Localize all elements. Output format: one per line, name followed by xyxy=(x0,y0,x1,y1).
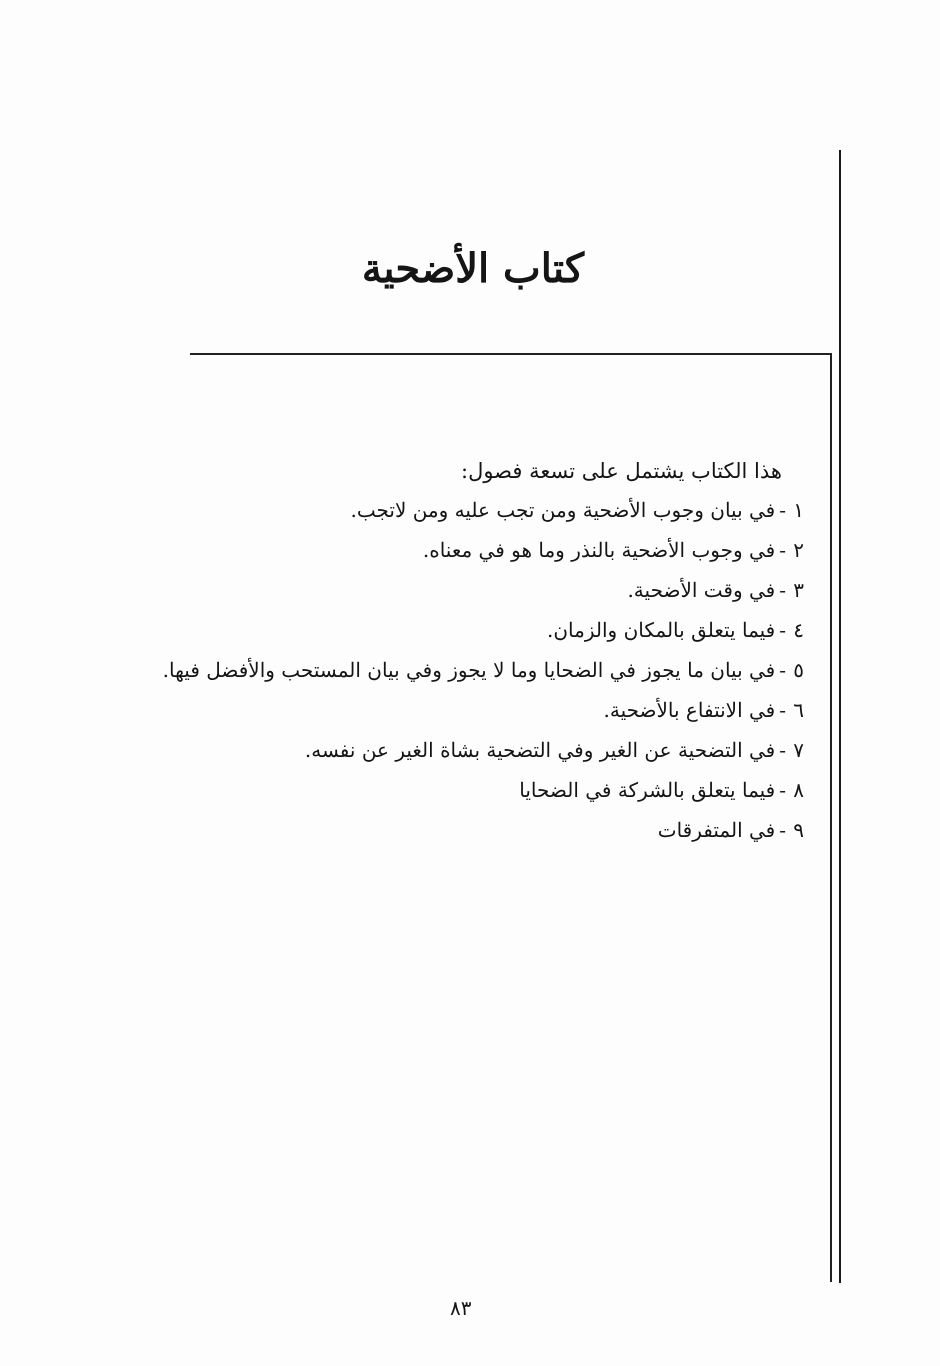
chapter-separator: - xyxy=(779,738,786,762)
chapter-number: ٨ xyxy=(793,778,804,802)
chapter-contents xyxy=(102,452,804,850)
chapter-separator: - xyxy=(779,818,786,842)
chapter-title: كتاب الأضحية xyxy=(361,245,584,292)
intro-text: هذا الكتاب يشتمل على تسعة فصول: xyxy=(461,459,782,483)
chapter-separator: - xyxy=(779,498,786,522)
chapter-item-5 xyxy=(102,650,804,690)
chapter-text: في وقت الأضحية. xyxy=(627,578,776,602)
chapter-text: فيما يتعلق بالمكان والزمان. xyxy=(547,618,776,642)
chapter-separator: - xyxy=(779,658,786,682)
chapter-text: في بيان ما يجوز في الضحايا وما لا يجوز وفي بيان المستحب والأفضل فيها. xyxy=(162,658,776,682)
page-number: ٨٣ xyxy=(450,1296,472,1320)
margin-rule-inner xyxy=(830,353,832,1282)
chapter-item-7 xyxy=(102,730,804,770)
chapter-item-6 xyxy=(102,690,804,730)
chapter-number: ٥ xyxy=(793,658,804,682)
chapter-item-9 xyxy=(102,810,804,850)
chapter-number: ٢ xyxy=(793,538,804,562)
chapter-number: ٧ xyxy=(793,738,804,762)
chapter-text: في المتفرقات xyxy=(657,818,776,842)
chapter-text: في وجوب الأضحية بالنذر وما هو في معناه. xyxy=(422,538,776,562)
chapter-item-3 xyxy=(102,570,804,610)
chapter-separator: - xyxy=(779,618,786,642)
chapter-number: ٣ xyxy=(793,578,804,602)
chapter-item-4 xyxy=(102,610,804,650)
chapter-text: فيما يتعلق بالشركة في الضحايا xyxy=(519,778,776,802)
margin-rule-outer xyxy=(839,150,841,1283)
chapter-list xyxy=(102,490,804,850)
chapter-number: ١ xyxy=(793,498,804,522)
chapter-separator: - xyxy=(779,698,786,722)
chapter-number: ٦ xyxy=(793,698,804,722)
chapter-number: ٩ xyxy=(793,818,804,842)
chapter-number: ٤ xyxy=(793,618,804,642)
chapter-item-8 xyxy=(102,770,804,810)
chapter-text: في بيان وجوب الأضحية ومن تجب عليه ومن لاتجب. xyxy=(350,498,776,522)
chapter-text: في التضحية عن الغير وفي التضحية بشاة الغير عن نفسه. xyxy=(304,738,776,762)
chapter-item-2 xyxy=(102,530,804,570)
title-rule xyxy=(190,353,831,355)
chapter-text: في الانتفاع بالأضحية. xyxy=(603,698,776,722)
chapter-separator: - xyxy=(779,538,786,562)
chapter-separator: - xyxy=(779,778,786,802)
chapter-item-1 xyxy=(102,490,804,530)
chapter-separator: - xyxy=(779,578,786,602)
